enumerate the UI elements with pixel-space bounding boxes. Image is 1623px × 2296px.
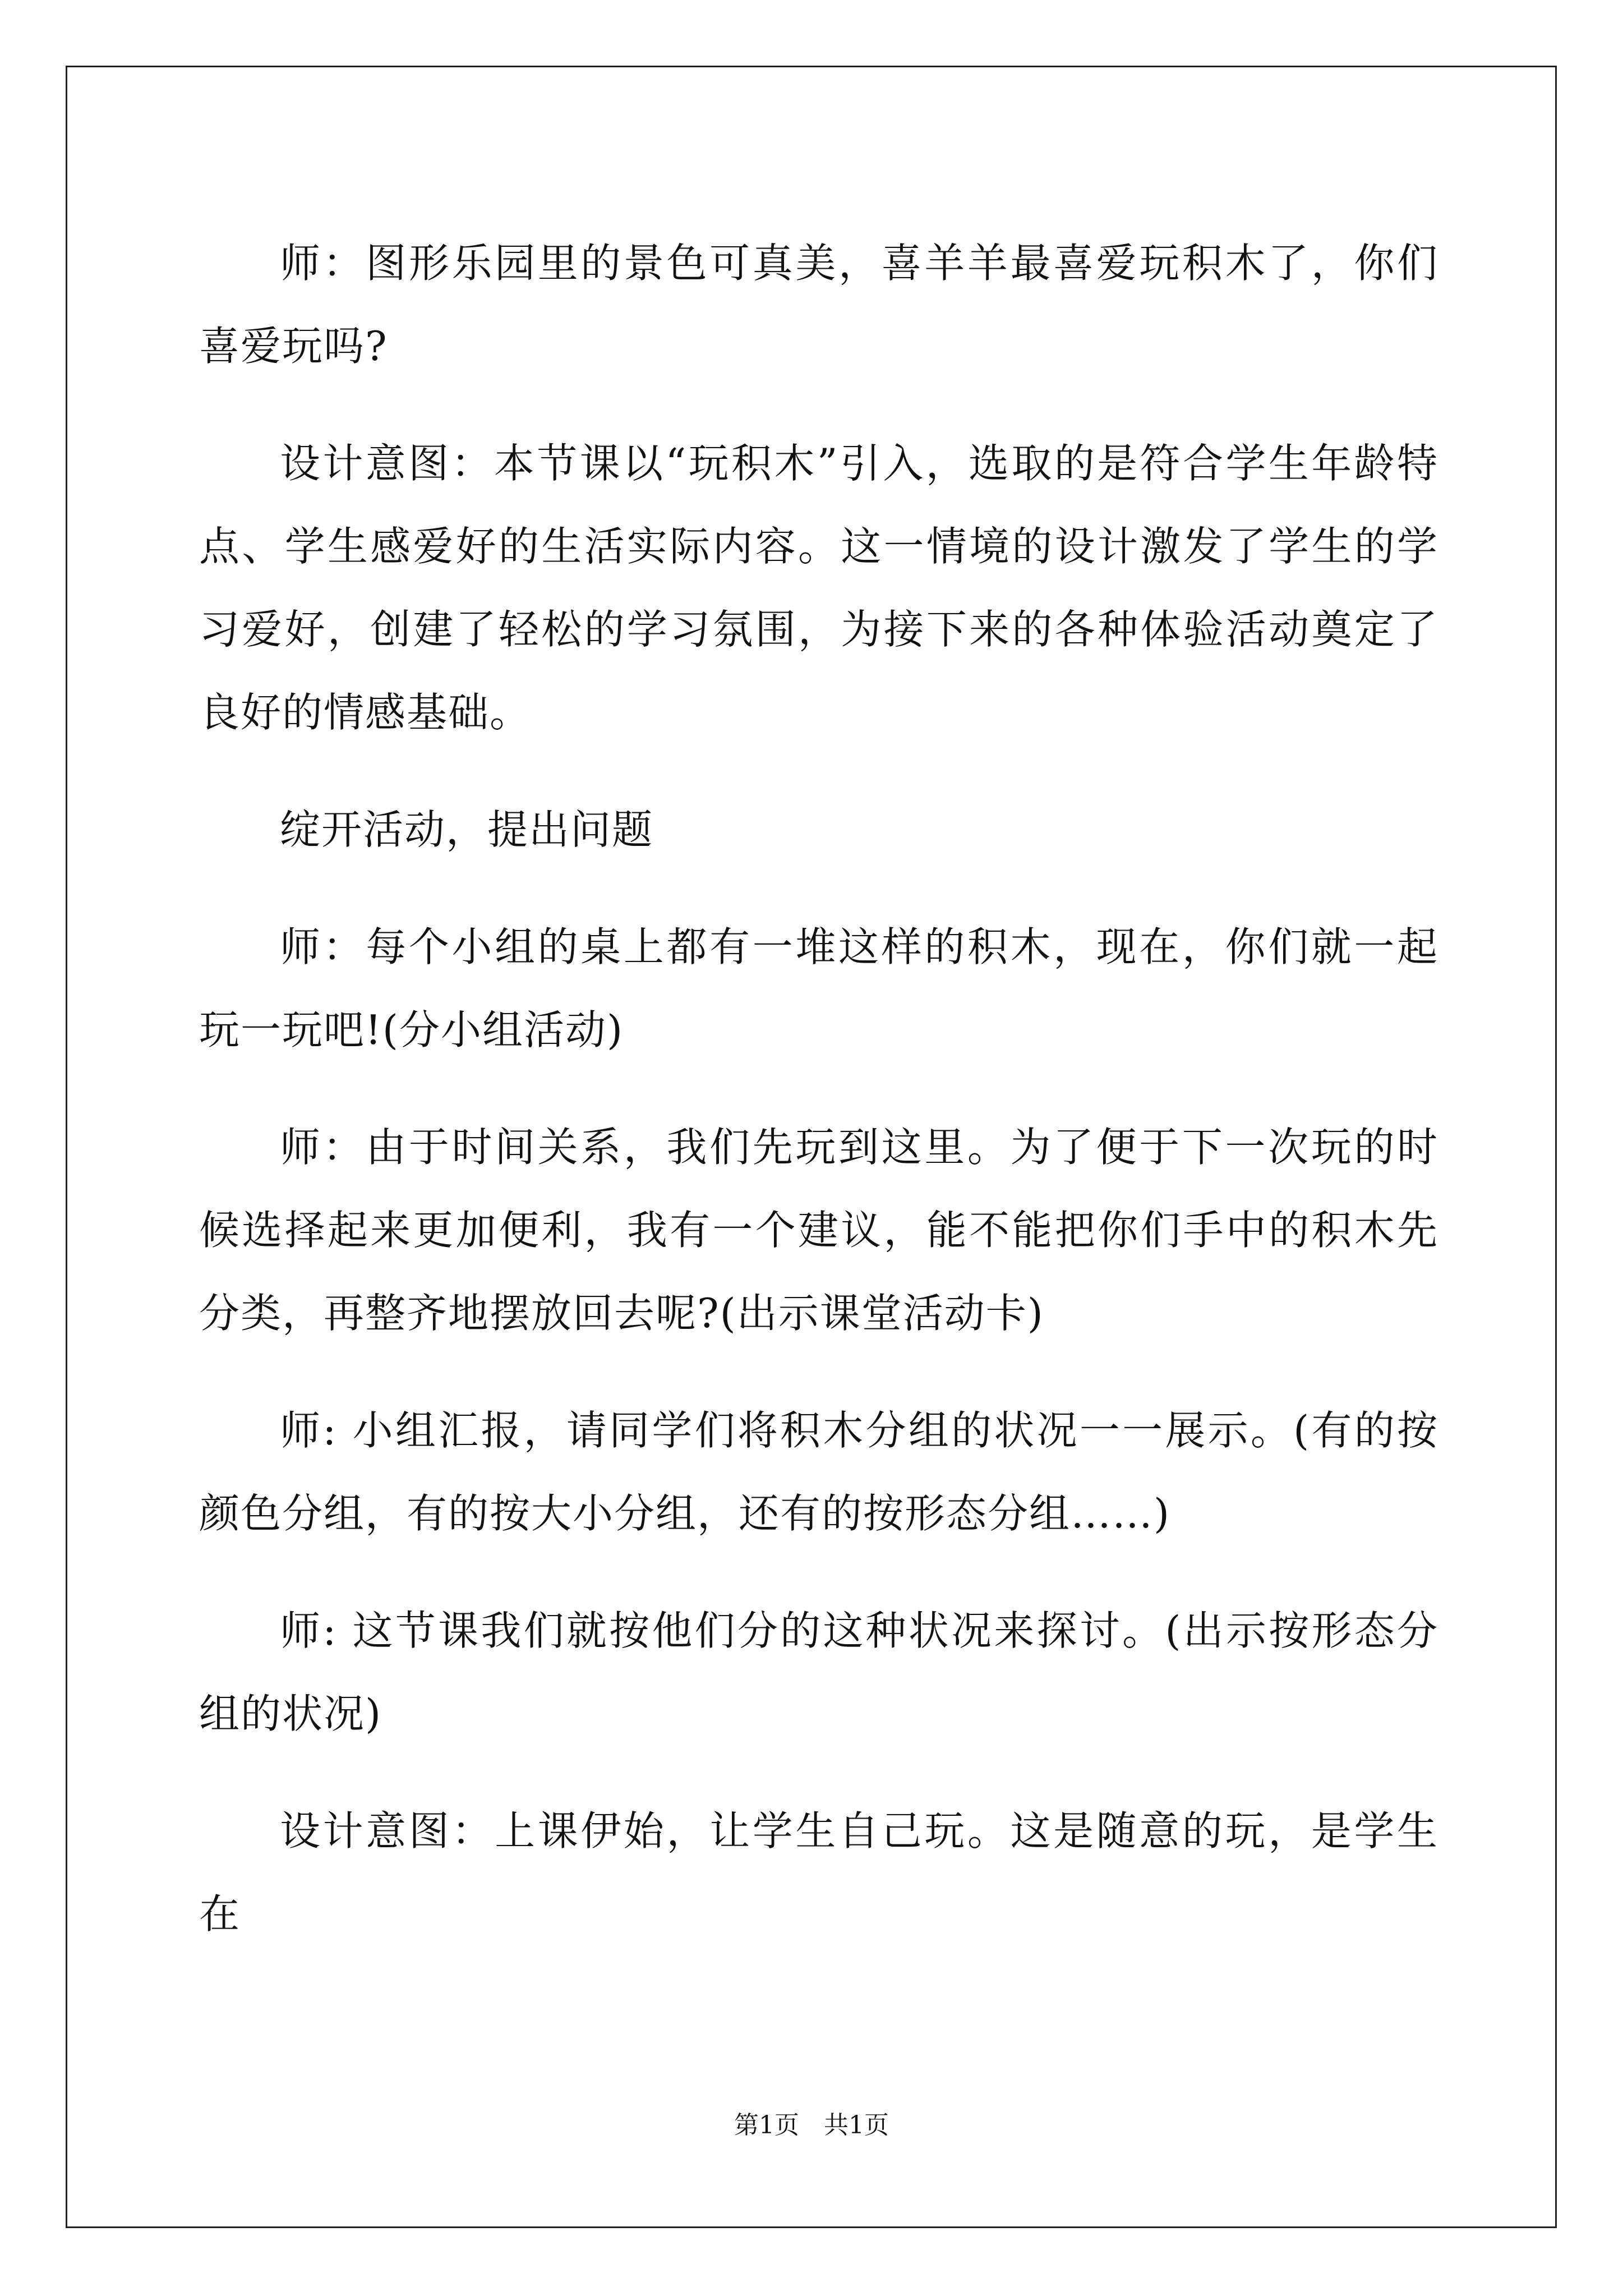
paragraph-8: 设计意图：上课伊始，让学生自己玩。这是随意的玩，是学生在 — [199, 1807, 1438, 1938]
paragraph-1: 师：图形乐园里的景色可真美，喜羊羊最喜爱玩积木了，你们喜爱玩吗? — [199, 240, 1438, 370]
paragraph-7: 师: 这节课我们就按他们分的这种状况来探讨。(出示按形态分组的状况) — [199, 1607, 1438, 1737]
paragraph-2: 设计意图：本节课以“玩积木”引入，选取的是符合学生年龄特点、学生感爱好的生活实际内容。这一情境的设计激发了学生的学习爱好，创建了轻松的学习氛围，为接下来的各种体验活动奠定了良好的情感基础。 — [199, 440, 1438, 736]
paragraph-6: 师: 小组汇报，请同学们将积木分组的状况一一展示。(有的按颜色分组，有的按大小分组，还有的按形态分组……) — [199, 1407, 1438, 1537]
total-pages: 共1页 — [824, 2111, 889, 2139]
paragraph-4: 师：每个小组的桌上都有一堆这样的积木，现在，你们就一起玩一玩吧!(分小组活动) — [199, 923, 1438, 1053]
paragraph-5: 师：由于时间关系，我们先玩到这里。为了便于下一次玩的时候选择起来更加便利，我有一个建议，能不能把你们手中的积木先分类，再整齐地摆放回去呢?(出示课堂活动卡) — [199, 1124, 1438, 1337]
paragraph-3-heading: 绽开活动，提出问题 — [280, 806, 654, 853]
page-footer — [0, 2105, 1623, 2141]
document-body — [199, 222, 1438, 1990]
page-number: 第1页 — [734, 2111, 799, 2139]
